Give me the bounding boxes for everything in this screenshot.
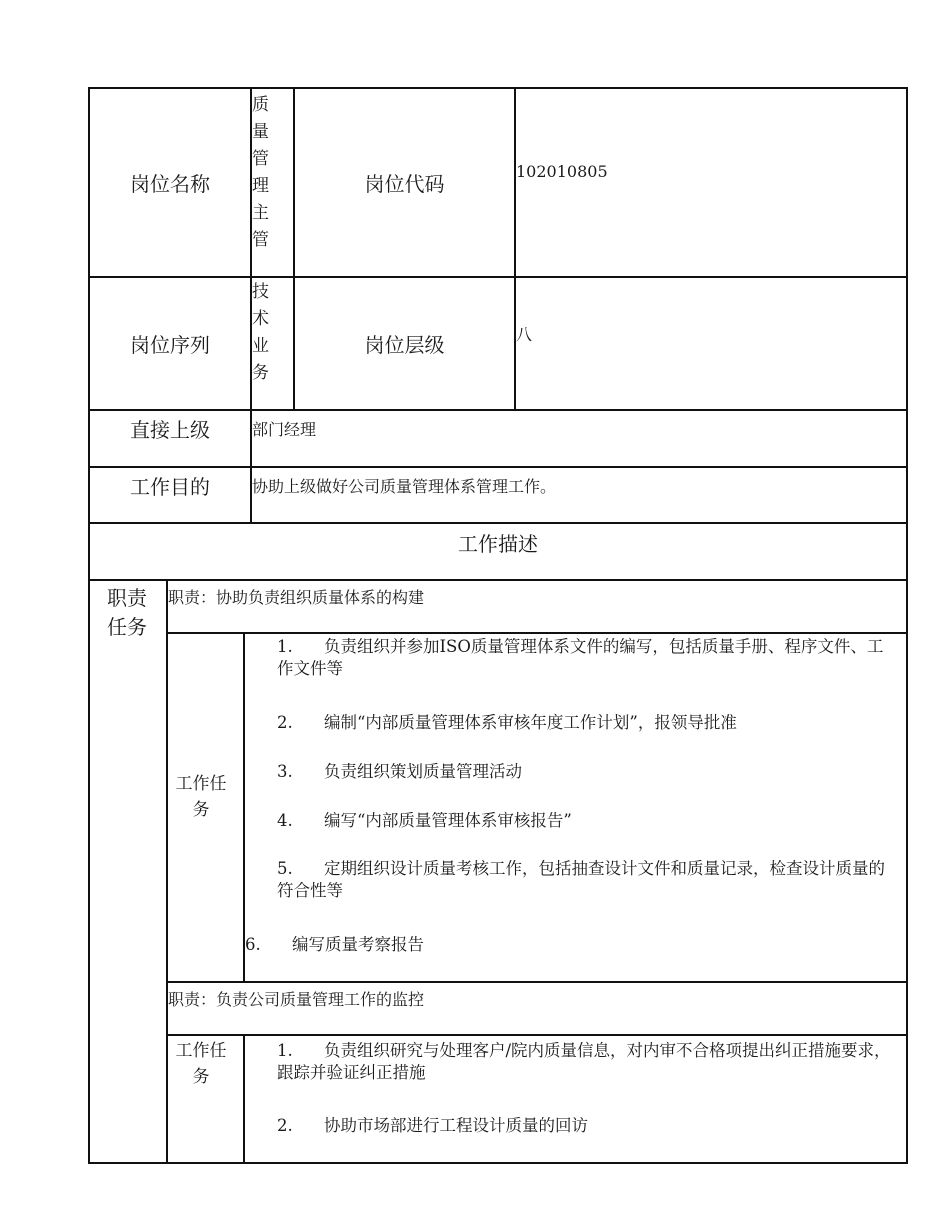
task-text: 定期组织设计质量考核工作，包括抽查设计文件和质量记录，检查设计质量的符合性等 [277,859,885,900]
task-number: 3. [277,762,293,781]
task-number: 6. [245,935,261,954]
rule [166,1034,907,1036]
rule [88,579,907,581]
purpose-value: 协助上级做好公司质量管理体系管理工作。 [252,477,557,496]
supervisor-value: 部门经理 [252,420,317,439]
task-item [277,636,889,680]
task-text: 负责组织并参加ISO质量管理体系文件的编写，包括质量手册、程序文件、工作文件等 [277,637,884,678]
task-item [245,934,885,956]
rule [166,632,907,634]
supervisor-label: 直接上级 [130,417,210,442]
position-level-label: 岗位层级 [364,333,445,357]
tasks-label: 工作任务 [175,1041,227,1087]
task-number: 2. [277,1116,293,1135]
task-text: 负责组织研究与处理客户/院内质量信息，对内审不合格项提出纠正措施要求，跟踪并验证纠正措施 [277,1041,891,1082]
task-text: 协助市场部进行工程设计质量的回访 [324,1116,588,1135]
position-level-value: 八 [516,325,533,344]
rule-right [906,87,908,1164]
position-series-label: 岗位序列 [130,333,210,357]
tasks-label: 工作任务 [175,774,227,820]
position-name-label: 岗位名称 [130,172,210,196]
task-item [277,1040,891,1084]
rule [166,579,168,1164]
rule [243,632,245,982]
task-item [277,810,889,832]
rule-bottom [88,1162,907,1164]
position-name-value: 质量管理主管 [252,95,269,250]
task-text: 编写“内部质量管理体系审核报告” [324,811,572,830]
purpose-label: 工作目的 [130,474,210,499]
rule [166,981,907,983]
duties-label: 职责任务 [107,586,147,639]
task-item [277,858,889,902]
task-number: 1. [277,637,293,656]
task-text: 编写质量考察报告 [292,935,424,954]
task-number: 5. [277,859,293,878]
work-description-header: 工作描述 [458,531,538,556]
task-item [277,761,889,783]
position-code-label: 岗位代码 [364,172,445,196]
position-code-value: 102010805 [516,162,608,181]
task-text: 负责组织策划质量管理活动 [324,762,522,781]
task-item [277,712,889,734]
duty-title: 职责：负责公司质量管理工作的监控 [168,990,425,1009]
task-text: 编制“内部质量管理体系审核年度工作计划”，报领导批准 [324,713,737,732]
task-number: 2. [277,713,293,732]
rule [243,1034,245,1164]
task-item [277,1115,889,1137]
duty-title: 职责：协助负责组织质量体系的构建 [168,588,425,607]
task-number: 1. [277,1041,293,1060]
position-series-value: 技术业务 [252,282,269,383]
task-number: 4. [277,811,293,830]
rule [514,87,516,410]
